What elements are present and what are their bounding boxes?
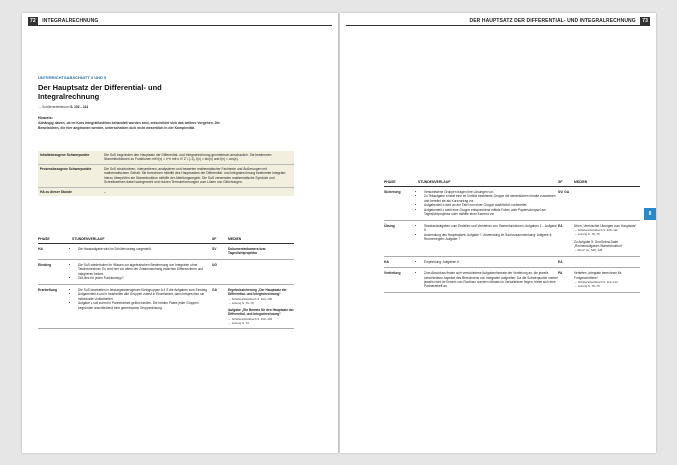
hint-text: Abhängig davon, ob im Kurs Integralfunktion behandelt wurden sind, entscheidet sich das weitere Vorgehen. Die Beweisideen, die hier angeboten werden, unterscheiden sich nicht wesentlich in der Komplexität. [38,121,220,130]
left-page-number: 72 [30,18,36,24]
step-item: • Aufgabenteil b wird an der Tafel von einer Gruppe ausführlich vorbereitet. [424,203,558,207]
step-list [418,224,558,242]
row-media [574,190,640,217]
competence-label: Inhaltsbezogene Schwerpunkte [40,153,90,157]
step-item: • Aufgabenteil c stellt eine Gruppe entsprechend mittels Folien oder Papierschnipsel am Tageslichtprojektor oder mithilfe einer Kamera vor. [424,208,558,217]
step-list [418,190,558,217]
step-item: • Anwendung des Hauptsatzes: Aufgabe 7; Anwendung im Sachzusammenhang: Aufgabe 6; Rechenregeln: Aufgabe 7 [424,233,558,242]
row-phase: Übung [384,223,395,228]
header-medien: MEDIEN [228,237,242,241]
step-item: • Die SuS bearbeiten in leistungsheterogenen Kleingruppen A 4 S die Aufgaben zum Einstieg. [78,288,212,292]
table-row [384,268,640,293]
left-header-title: INTEGRALRECHNUNG [42,18,99,24]
row-phase: Einstieg [38,262,52,267]
header-phase: PHASE [384,180,396,184]
row-steps [72,247,212,256]
left-page [22,13,338,453]
right-header-title: DER HAUPTSATZ DER DIFFERENTIAL- UND INTEGRALRECHNUNG [469,18,636,24]
row-steps [418,260,558,264]
competence-text: Die SuS begründen den Hauptsatz der Differential- und Integralrechnung geometrisch-anschaulich. Sie bestimmen Stammfunktionen zu Funktionen mit f(x) = x^n mit n ∈ Z \ {–1}, f(x) = sin(x) und f(x) = cos(x). [104,153,272,162]
step-item: • Aufgabe c soll zuerst in Partnerarbeit gelöst werden. Die beiden Paare jeder Gruppen begründen anschließend eine gemeinsame Gruppenlösung. [78,301,212,310]
page-title: Der Hauptsatz der Differential- und Integralrechnung [38,83,162,102]
title-reference-pages: S. 102 – 114 [70,105,89,109]
competence-text: Die SuS strukturieren, interpretieren, analysieren und bewerten mathematischer Fachtexte und Äußerungen mit mathematischem Gehalt. Sie berechnen mithilfe des Hauptsatzes der Differential- und Integralrechnung bestimmte Integrale; hierzu überprüfen sie Stammfunktion mithilfe der Ableitungsregeln. Die SuS verwenden mathematische Symbole und Schreibweisen dabei sachgerecht und nutzen Termumformungen zum Lösen von Gleichungen. [104,166,286,185]
row-phase: Sicherung [384,190,401,194]
step-item: • Aufgabenteil a und b bearbeiten alle Gruppen zuerst in Einzelarbeit, dann besprechen sie individuelle Unklarheiten. [78,292,212,301]
right-page [340,13,656,453]
media-item: Üben „Vermischte Übungen zum Hauptsatz“ [574,223,637,228]
header-phase: PHASE [38,237,50,241]
chapter-tab-marker: II [644,208,656,220]
row-steps [72,288,212,325]
competence-label: Prozessbezogene Schwerpunkte [40,166,92,171]
row-social-form: SV/ GA [558,190,570,194]
media-item: Dokumentenkamera bzw. Tageslichtprojektor [228,247,267,256]
row-social-form: EA [558,259,563,264]
header-stundenverlauf: STUNDENVERLAUF [418,180,451,184]
header-medien: MEDIEN [574,180,588,184]
media-reference: → Schülerarbeitsbuch S. 104–105 [228,296,273,301]
step-item: • Gilt dies für jeden Funktionstyp? [78,276,212,280]
media-reference: → Lösung S. 78–79 [574,232,600,237]
right-header-rule [346,25,650,26]
title-reference-prefix: → Schülerarbeitsbuch [38,105,70,109]
section-eyebrow: UNTERRICHTSABSCHNITT 4 UND 5 [38,75,107,80]
row-phase: HA [38,247,43,251]
table-row [384,187,640,221]
row-steps [418,190,558,217]
row-media [228,263,294,281]
step-item: • Zum Abschluss finden sich verschiedene Aufgabenformate der Vertiefung an, die jeweils verschiedene Aspekte des Berechnens von Integralen aufgreifen. Da die Schwerpunkte hierbei jeweils nicht im Erwerb von Routinen sondern oftmals im Verbalisieren liegen, bietet sich eine Partnerarbeit an. [424,271,558,289]
step-item: • Standardaufgaben zum Erstellen und Verstehen von Stammfunktionen: Aufgaben 1 – Aufgabe 5 [424,224,558,233]
media-item: Ergebnissicherung „Der Hauptsatz der Differential- und Integralrechnung“ [228,287,287,297]
table-row [384,221,640,257]
step-list [72,263,212,281]
step-item: • Die Hausaufgabe wird im Schülervortrag vorgestellt. [78,247,212,251]
row-phase: HA [384,259,389,264]
media-item: Zu Aufgabe 5: GeoGebra-Datei „Rechenaufgaben Stammfunktion“ [574,239,623,248]
table-row [38,260,294,285]
media-reference: → Lösung S. 79–79 [574,284,600,289]
media-reference: → Abruf: av_S48_108 [574,248,603,253]
row-steps [418,224,558,253]
step-item: • Zu Teilaufgabe a fasst eine im Vorfeld bestimmte Gruppe die wesentlichen Inhalte zusammen und bereitet sie als Kurzvortrag vor. [424,194,558,203]
right-page-number: 73 [642,18,648,24]
competence-text: – [104,189,106,194]
row-social-form: UG [212,262,217,267]
media-reference: → Lösung S. 74 [228,321,249,326]
left-header-rule [28,25,332,26]
table-row [384,257,640,268]
header-sf: SF [212,237,217,241]
media-item: Vertiefen „Integrale berechnen für Fortgeschrittene“ [574,271,622,280]
step-item: • Empfehlung: Aufgaben 6 [424,260,558,264]
row-social-form: SV [212,247,217,251]
step-list [72,247,212,251]
competence-row [38,151,294,164]
table-header [384,178,640,187]
competence-row [38,164,294,187]
header-stundenverlauf: STUNDENVERLAUF [72,237,105,241]
row-phase: Vertiefung [384,271,401,276]
right-header [470,18,650,24]
media-item: Aufgabe „Ein Beweis für den Hauptsatz der Differential- und Integralrechnung“ [228,308,294,317]
step-list [418,271,558,289]
row-social-form: GA [212,287,217,292]
table-header [38,235,294,244]
competence-label: HA zu dieser Stunde [40,189,72,194]
media-reference: → Schülerarbeitsbuch S. 106–111 [574,228,618,233]
row-media [574,260,640,264]
row-steps [418,271,558,289]
table-row [38,285,294,329]
row-media [574,224,640,253]
table-row [38,244,294,260]
step-list [72,288,212,310]
row-phase: Erarbeitung [38,287,58,292]
title-reference [38,105,88,109]
step-item: • Die SuS wiederholen ihr Wissen zur algebraischen Bestimmung von Integralen ohne Taschenrechner. Es wird hier vor allem der Zusammenhang zwischen Differenzieren und Integrieren betont. [78,263,212,276]
media-reference: → Schülerarbeitsbuch S. 102–103 [228,316,273,321]
media-reference: → Schülerarbeitsbuch S. 112–114 [574,280,618,284]
step-item: • Verschiedene Gruppen tragen ihre Lösungen vor. [424,190,558,194]
header-sf: SF [558,180,563,184]
media-reference: → Lösung S. 76–78 [228,300,254,305]
row-media [228,247,294,256]
left-header [28,18,98,24]
row-social-form: EA [558,223,563,228]
right-lesson-table [384,178,640,293]
row-social-form: PA [558,271,563,276]
row-media [228,288,294,325]
left-lesson-table [38,235,294,329]
competence-row [38,187,294,196]
row-steps [72,263,212,281]
row-media [574,271,640,289]
competence-box [38,151,294,196]
hint-label: Hinweis: [38,116,53,120]
step-list [418,260,558,264]
